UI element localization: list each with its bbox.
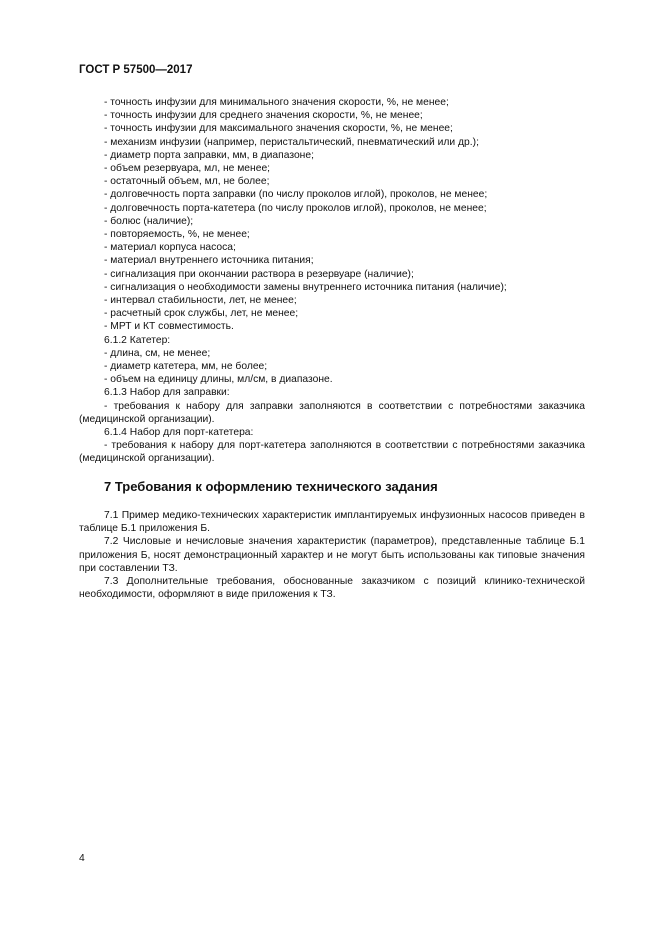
- paragraph-7-1: 7.1 Пример медико-технических характеристик имплантируемых инфузионных насосов приведен в таблице Б.1 приложения Б.: [79, 509, 585, 535]
- document-header: ГОСТ Р 57500—2017: [79, 64, 193, 76]
- list-item: - материал внутреннего источника питания;: [104, 255, 314, 267]
- pump-characteristics-list: [79, 96, 585, 334]
- list-item: - повторяемость, %, не менее;: [104, 229, 250, 241]
- list-item: - расчетный срок службы, лет, не менее;: [104, 308, 299, 320]
- list-item: - болюс (наличие);: [104, 215, 194, 227]
- section-7-heading: 7 Требования к оформлению технического задания: [104, 478, 438, 494]
- list-item: - долговечность порта заправки (по числу проколов иглой), проколов, не менее;: [104, 189, 488, 201]
- list-item: - механизм инфузии (например, перистальтический, пневматический или др.);: [104, 136, 479, 148]
- subsection-6-1-3-title: 6.1.3 Набор для заправки:: [104, 387, 230, 399]
- paragraph-7-2: 7.2 Числовые и нечисловые значения характеристик (параметров), представленные таблице Б.1 приложения Б, носят демонстрационный характер и не могут быть использованы как типовые значения при составлении ТЗ.: [79, 536, 585, 574]
- list-item: - диаметр катетера, мм, не более;: [104, 361, 268, 373]
- page-number: 4: [79, 853, 85, 864]
- list-item: - диаметр порта заправки, мм, в диапазоне;: [104, 149, 314, 161]
- list-item: - материал корпуса насоса;: [104, 242, 236, 254]
- list-item: - долговечность порта-катетера (по числу проколов иглой), проколов, не менее;: [104, 202, 487, 214]
- list-item: - МРТ и КТ совместимость.: [104, 321, 234, 333]
- list-item: - точность инфузии для максимального значения скорости, %, не менее;: [104, 123, 453, 135]
- list-item: - точность инфузии для минимального значения скорости, %, не менее;: [104, 97, 449, 108]
- list-item: - объем резервуара, мл, не менее;: [104, 163, 271, 175]
- subsection-6-1-3-text: - требования к набору для заправки заполняются в соответствии с потребностями заказчика (медицинской организации).: [79, 400, 585, 425]
- subsection-6-1-2-title: 6.1.2 Катетер:: [104, 334, 171, 346]
- list-item: - остаточный объем, мл, не более;: [104, 176, 270, 188]
- list-item: - длина, см, не менее;: [104, 347, 211, 359]
- paragraph-7-3: 7.3 Дополнительные требования, обоснованные заказчиком с позиций клинико-технической необходимости, оформляют в виде приложения к ТЗ.: [79, 575, 585, 601]
- list-item: - сигнализация при окончании раствора в резервуаре (наличие);: [104, 268, 414, 280]
- catheter-list: [79, 347, 585, 387]
- subsection-6-1-4-title: 6.1.4 Набор для порт-катетера:: [104, 427, 254, 439]
- list-item: - интервал стабильности, лет, не менее;: [104, 295, 297, 307]
- subsection-6-1-4-text: - требования к набору для порт-катетера заполняются в соответствии с потребностями заказчика (медицинской организации).: [79, 440, 585, 465]
- page-content: [79, 96, 585, 601]
- list-item: - точность инфузии для среднего значения скорости, %, не менее;: [104, 110, 423, 122]
- list-item: - сигнализация о необходимости замены внутреннего источника питания (наличие);: [104, 281, 507, 293]
- list-item: - объем на единицу длины, мл/см, в диапазоне.: [104, 374, 333, 386]
